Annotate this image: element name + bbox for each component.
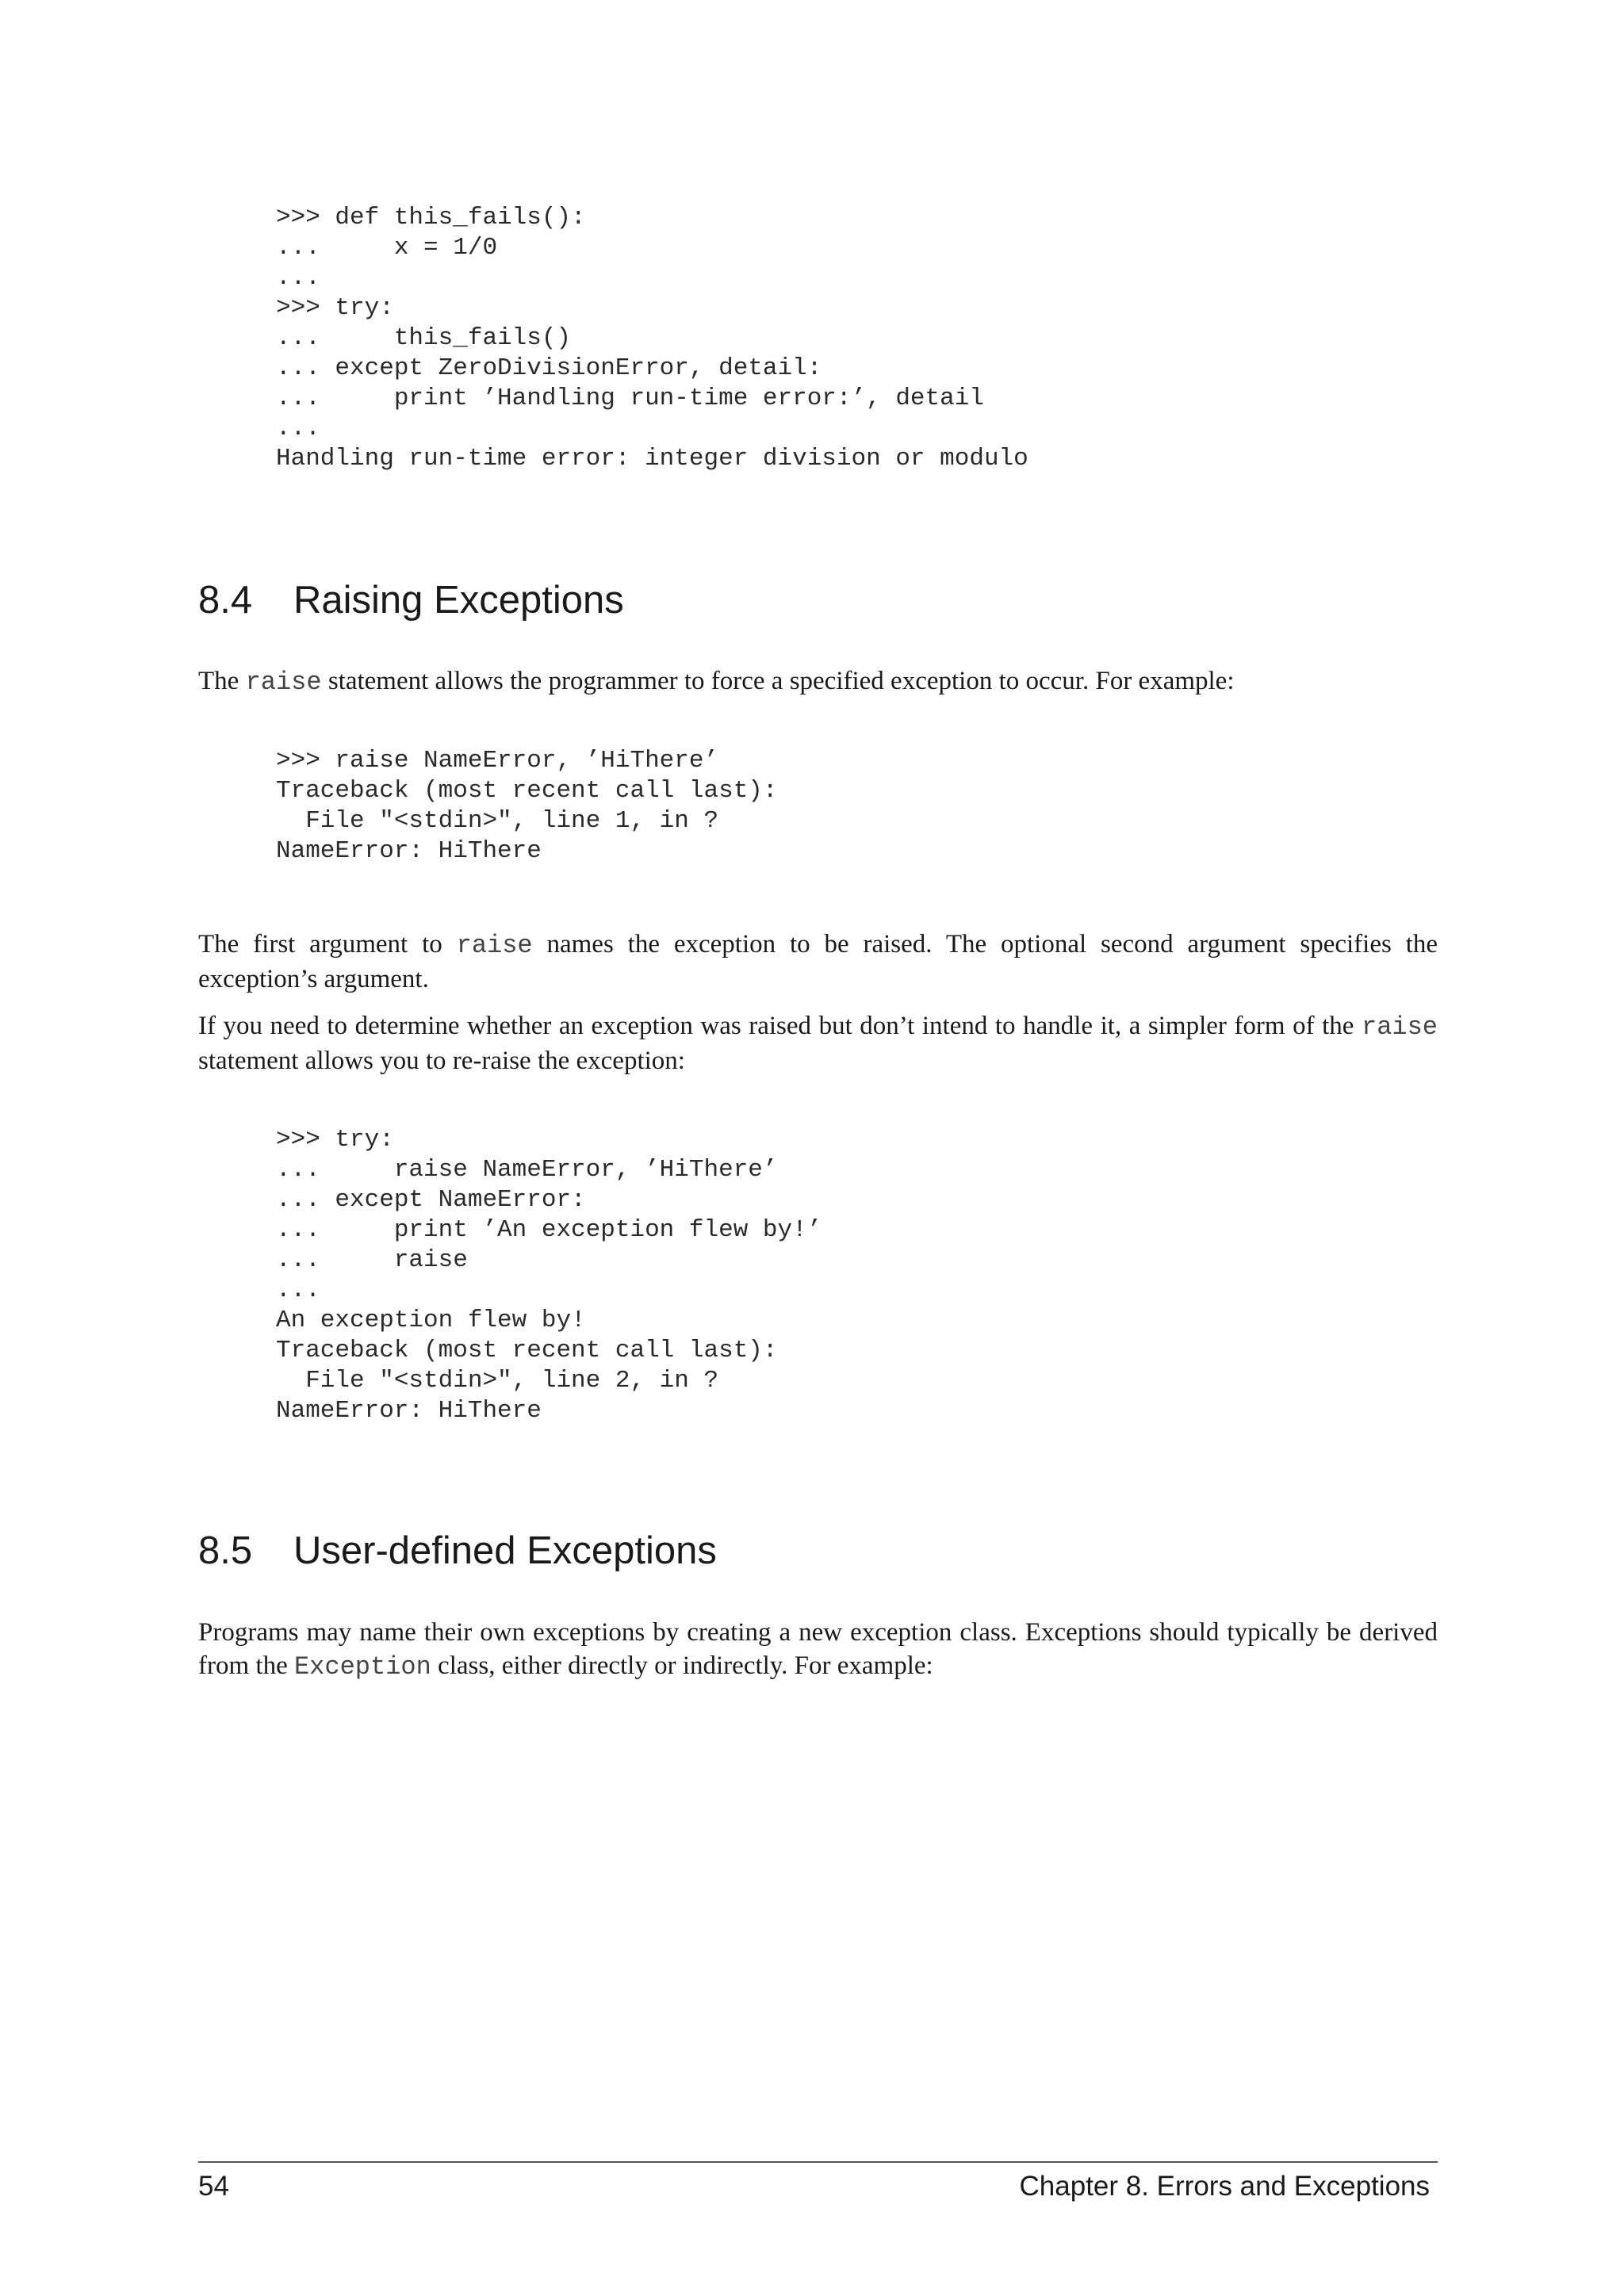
- inline-code-raise: raise: [1361, 1012, 1438, 1042]
- code-block-this-fails: >>> def this_fails(): ... x = 1/0 ... >>> try: ... this_fails() ... except ZeroDivisionError, detail: ... print ’Handling run-time error:’, detail ... Handling run-time error: integer division or modulo: [276, 204, 1028, 473]
- inline-code-exception: Exception: [293, 1652, 431, 1682]
- section-number: 8.4: [198, 579, 253, 622]
- code-block-re-raise: >>> try: ... raise NameError, ’HiThere’ ... except NameError: ... print ’An exception flew by!’ ... raise ... An exception flew by! Traceback (most recent call last): File "<stdin>", line 2, in ? NameError: HiThere: [276, 1126, 822, 1425]
- section-title: Raising Exceptions: [293, 579, 624, 622]
- document-page: [198, 0, 1438, 2296]
- footer-divider: [198, 2161, 1438, 2163]
- paragraph-user-defined-intro: Programs may name their own exceptions by creating a new exception class. Exceptions should typically be derived from the Exception class, either directly or indirectly. For example:: [198, 1618, 1438, 1682]
- section-heading-user-defined-exceptions: [198, 1527, 717, 1575]
- section-heading-raising-exceptions: [198, 576, 624, 624]
- code-block-raise-nameerror: >>> raise NameError, ’HiThere’ Traceback (most recent call last): File "<stdin>", line 1, in ? NameError: HiThere: [276, 747, 778, 865]
- paragraph-first-argument: The first argument to raise names the exception to be raised. The optional second argument specifies the exception’s argument.: [198, 930, 1438, 993]
- inline-code-raise: raise: [456, 931, 533, 960]
- inline-code-raise: raise: [245, 668, 322, 697]
- footer-page-number: 54: [198, 2171, 229, 2202]
- section-number: 8.5: [198, 1529, 253, 1572]
- section-title: User-defined Exceptions: [293, 1529, 717, 1572]
- paragraph-re-raise: If you need to determine whether an exception was raised but don’t intend to handle it, a simpler form of the raise statement allows you to re-raise the exception:: [198, 1012, 1438, 1075]
- footer-chapter-title: Chapter 8. Errors and Exceptions: [1019, 2171, 1430, 2202]
- paragraph-raise-intro: The raise statement allows the programmer to force a specified exception to occur. For example:: [198, 667, 1235, 697]
